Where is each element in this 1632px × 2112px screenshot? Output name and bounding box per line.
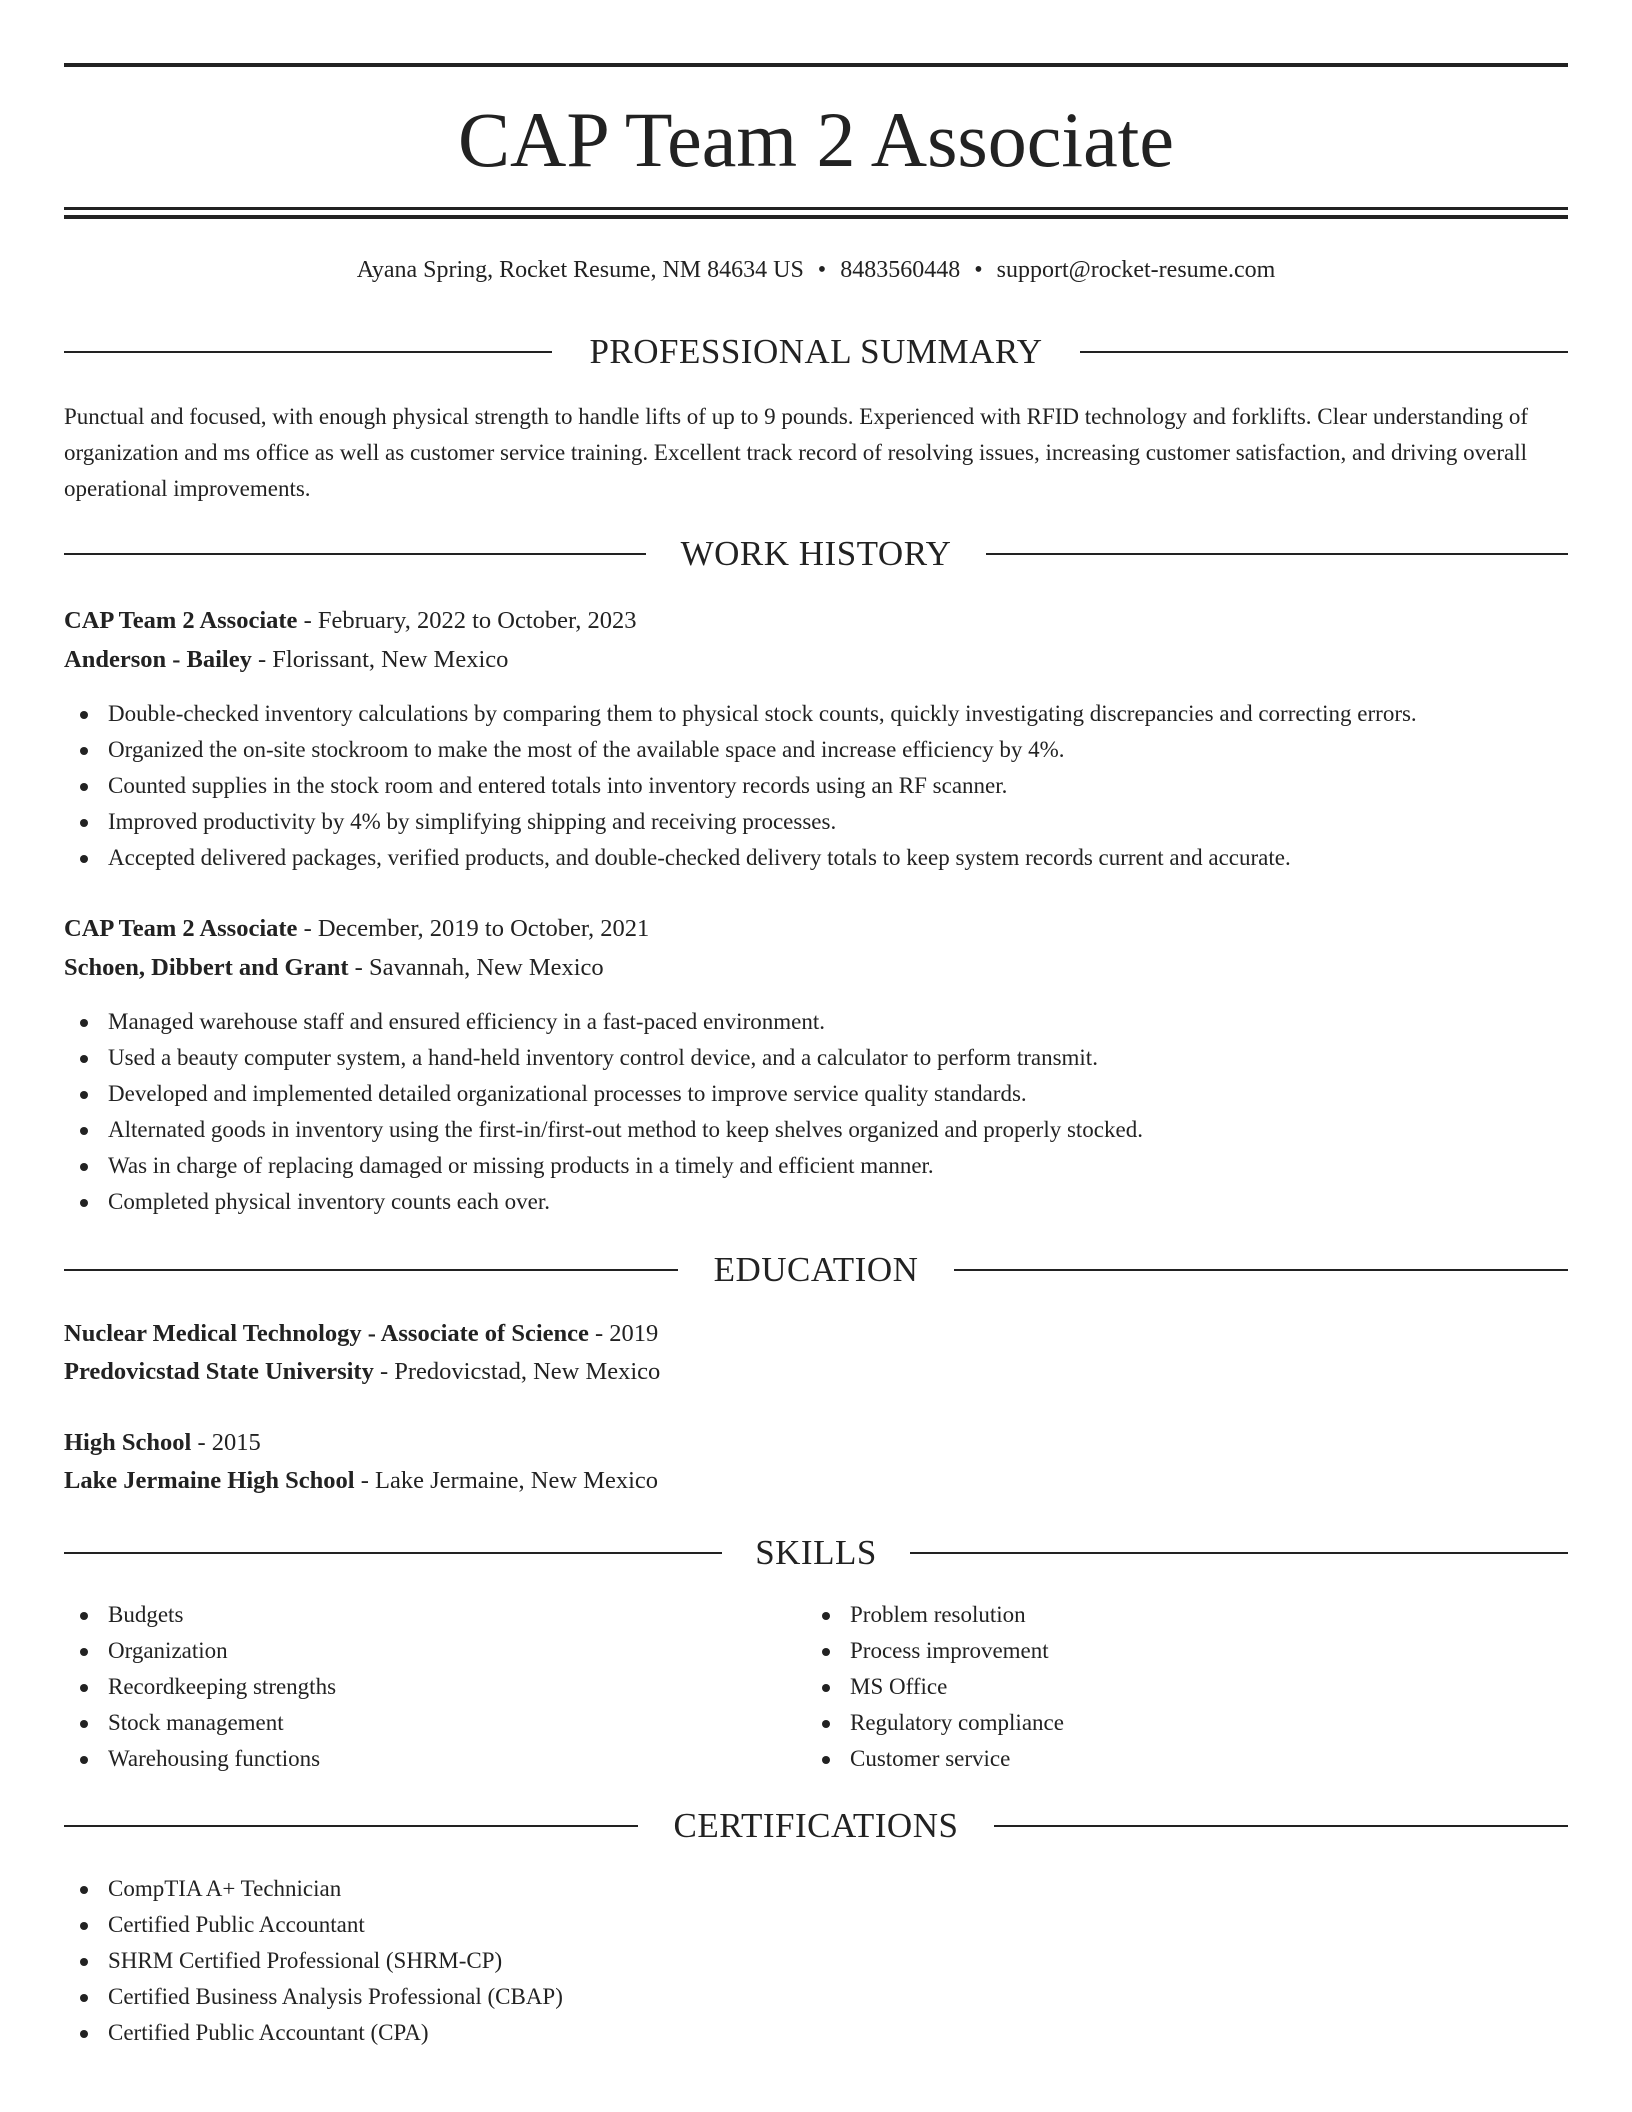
- summary-heading-text: PROFESSIONAL SUMMARY: [589, 332, 1043, 371]
- education-degree-line: [64, 1317, 1568, 1351]
- education-degree-line: [64, 1426, 1568, 1460]
- list-item: SHRM Certified Professional (SHRM-CP): [64, 1943, 563, 1979]
- job-company: Anderson - Bailey: [64, 646, 252, 673]
- contact-phone: 8483560448: [840, 257, 961, 283]
- list-item: Certified Public Accountant (CPA): [64, 2015, 563, 2051]
- skills-heading: [64, 1533, 1568, 1573]
- education-year: 2019: [609, 1320, 659, 1347]
- list-item: Developed and implemented detailed organizational processes to improve service quality standards.: [64, 1076, 1143, 1112]
- list-item: Was in charge of replacing damaged or missing products in a timely and efficient manner.: [64, 1148, 1143, 1184]
- title-divider-lower: [64, 215, 1568, 219]
- job-company-line: [64, 951, 1568, 985]
- list-item: Double-checked inventory calculations by comparing them to physical stock counts, quickly investigating discrepancies and correcting errors.: [64, 696, 1417, 732]
- job-bullets: [64, 696, 1417, 876]
- dash: -: [588, 1320, 610, 1347]
- summary-text: Punctual and focused, with enough physical strength to handle lifts of up to 9 pounds. Experienced with RFID technology and forklifts. Clear understanding of organization and ms office as well as customer service training. Excellent track record of resolving issues, increasing customer satisfaction, and driving overall operational improvements.: [64, 404, 1529, 501]
- certifications-heading: [64, 1806, 1568, 1846]
- dash: -: [251, 646, 273, 673]
- list-item: Alternated goods in inventory using the first-in/first-out method to keep shelves organized and properly stocked.: [64, 1112, 1143, 1148]
- heading-rule-right: [910, 1552, 1568, 1554]
- contact-email: support@rocket-resume.com: [996, 257, 1276, 283]
- work-heading: [64, 534, 1568, 574]
- list-item: Certified Public Accountant: [64, 1907, 563, 1943]
- dash: -: [354, 1467, 376, 1494]
- education-degree: High School: [64, 1429, 192, 1456]
- education-year: 2015: [211, 1429, 261, 1456]
- education-location: Predovicstad, New Mexico: [394, 1358, 661, 1385]
- contact-separator: •: [817, 257, 827, 283]
- job-location: Florissant, New Mexico: [272, 646, 509, 673]
- job-title-line: [64, 604, 1568, 638]
- list-item: Stock management: [64, 1705, 336, 1741]
- heading-rule-right: [954, 1269, 1568, 1271]
- list-item: CompTIA A+ Technician: [64, 1871, 563, 1907]
- education-location: Lake Jermaine, New Mexico: [375, 1467, 659, 1494]
- list-item: Counted supplies in the stock room and entered totals into inventory records using an RF scanner.: [64, 768, 1417, 804]
- job-bullets: [64, 1004, 1143, 1220]
- heading-rule-right: [1080, 351, 1568, 353]
- title-divider-upper: [64, 207, 1568, 210]
- heading-rule-right: [994, 1825, 1568, 1827]
- list-item: Problem resolution: [806, 1597, 1064, 1633]
- list-item: Used a beauty computer system, a hand-held inventory control device, and a calculator to perform transmit.: [64, 1040, 1143, 1076]
- contact-address: Ayana Spring, Rocket Resume, NM 84634 US: [356, 257, 804, 283]
- list-item: Recordkeeping strengths: [64, 1669, 336, 1705]
- job-title: CAP Team 2 Associate: [64, 607, 298, 634]
- dash: -: [191, 1429, 212, 1456]
- list-item: Completed physical inventory counts each over.: [64, 1184, 1143, 1220]
- list-item: Managed warehouse staff and ensured efficiency in a fast-paced environment.: [64, 1004, 1143, 1040]
- contact-line: [64, 254, 1568, 286]
- job-company-line: [64, 643, 1568, 677]
- job-dates: February, 2022 to October, 2023: [317, 607, 637, 634]
- education-heading-text: EDUCATION: [713, 1250, 919, 1289]
- list-item: Improved productivity by 4% by simplifying shipping and receiving processes.: [64, 804, 1417, 840]
- education-school-line: [64, 1355, 1568, 1389]
- job-dates: December, 2019 to October, 2021: [317, 915, 650, 942]
- dash: -: [297, 915, 318, 942]
- summary-heading: [64, 332, 1568, 372]
- page-title: CAP Team 2 Associate: [458, 96, 1174, 183]
- certifications-heading-text: CERTIFICATIONS: [673, 1806, 959, 1845]
- education-school-line: [64, 1464, 1568, 1498]
- list-item: Budgets: [64, 1597, 336, 1633]
- skills-list-right: [806, 1597, 1064, 1777]
- list-item: MS Office: [806, 1669, 1064, 1705]
- list-item: Regulatory compliance: [806, 1705, 1064, 1741]
- list-item: Accepted delivered packages, verified products, and double-checked delivery totals to keep system records current and accurate.: [64, 840, 1417, 876]
- contact-separator: •: [974, 257, 983, 283]
- list-item: Warehousing functions: [64, 1741, 336, 1777]
- skills-list-left: [64, 1597, 336, 1777]
- dash: -: [297, 607, 318, 634]
- work-heading-text: WORK HISTORY: [680, 534, 952, 573]
- dash: -: [373, 1358, 395, 1385]
- list-item: Organized the on-site stockroom to make the most of the available space and increase efficiency by 4%.: [64, 732, 1417, 768]
- list-item: Process improvement: [806, 1633, 1064, 1669]
- job-title: CAP Team 2 Associate: [64, 915, 298, 942]
- education-school: Lake Jermaine High School: [64, 1467, 355, 1494]
- top-divider: [64, 63, 1568, 67]
- education-heading: [64, 1250, 1568, 1290]
- dash: -: [348, 954, 369, 981]
- list-item: Certified Business Analysis Professional (CBAP): [64, 1979, 563, 2015]
- job-company: Schoen, Dibbert and Grant: [64, 954, 349, 981]
- certifications-list: [64, 1871, 563, 2051]
- list-item: Organization: [64, 1633, 336, 1669]
- job-title-line: [64, 912, 1568, 946]
- heading-rule-right: [986, 553, 1568, 555]
- education-school: Predovicstad State University: [64, 1358, 374, 1385]
- skills-heading-text: SKILLS: [755, 1533, 877, 1572]
- list-item: Customer service: [806, 1741, 1064, 1777]
- education-degree: Nuclear Medical Technology - Associate of Science: [64, 1320, 589, 1347]
- job-location: Savannah, New Mexico: [368, 954, 604, 981]
